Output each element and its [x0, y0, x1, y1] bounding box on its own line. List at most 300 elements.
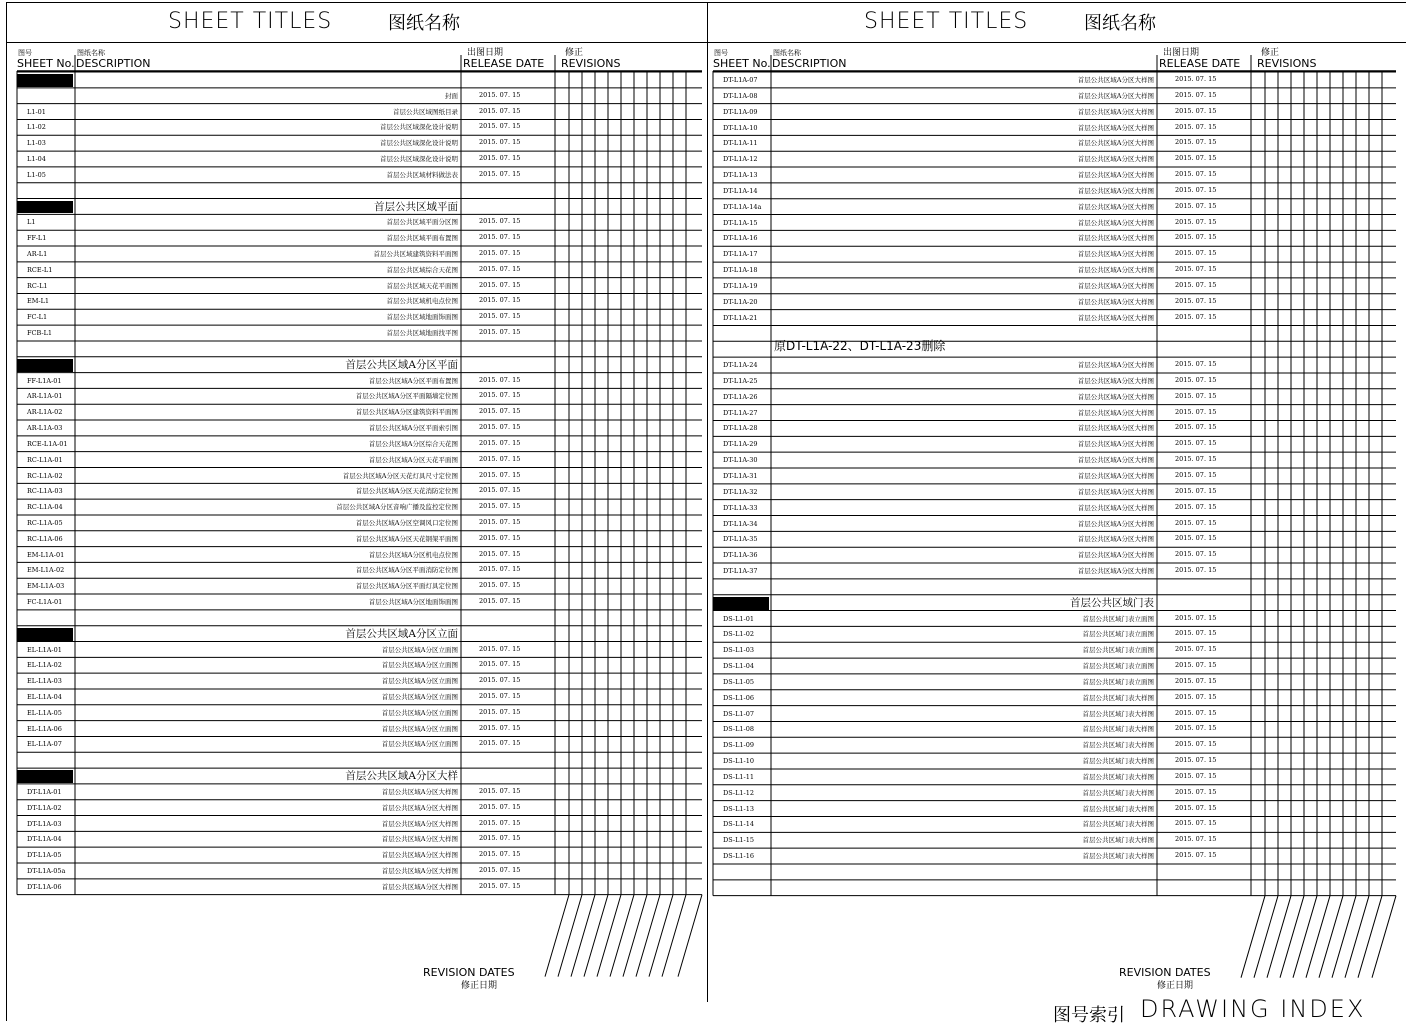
left-hdr-desc-en: DESCRIPTION: [76, 57, 151, 70]
sheet-description: 首层公共区域建筑资料平面图: [373, 250, 458, 259]
release-date: 2015. 07. 15: [1175, 391, 1217, 400]
sheet-number: DT-L1A-12: [723, 155, 758, 164]
sheet-description: 首层公共区域A分区大样图: [1077, 551, 1154, 560]
sheet-description: 首层公共区域A分区大样图: [1077, 218, 1154, 227]
sheet-description: 首层公共区域A分区大样图: [1077, 91, 1154, 100]
sheet-description: 首层公共区域A分区大样图: [381, 819, 458, 828]
left-revision-diagonal: [623, 895, 647, 977]
sheet-description: 首层公共区域门表大样图: [1082, 725, 1154, 734]
deletion-note: 原DT-L1A-22、DT-L1A-23删除: [774, 339, 946, 354]
release-date: 2015. 07. 15: [1175, 201, 1217, 210]
release-date: 2015. 07. 15: [1175, 375, 1217, 384]
sheet-number: DS-L1-15: [723, 836, 755, 845]
sheet-description: 首层公共区域A分区综合天花图: [368, 439, 458, 448]
sheet-description: 首层公共区域A分区大样图: [381, 851, 458, 860]
sheet-number: FC-L1: [27, 313, 48, 322]
sheet-number: DT-L1A-35: [723, 535, 758, 544]
release-date: 2015. 07. 15: [1175, 486, 1217, 495]
sheet-number: DT-L1A-24: [723, 361, 758, 370]
sheet-number: DS-L1-05: [723, 677, 755, 686]
left-footer-revision-dates-cn: 修正日期: [461, 981, 498, 991]
right-revision-diagonal: [1319, 896, 1343, 978]
release-date: 2015. 07. 15: [1175, 740, 1217, 749]
sheet-description: 首层公共区域A分区大样图: [1077, 472, 1154, 480]
right-revision-diagonal: [1372, 896, 1396, 978]
sheet-description: 首层公共区域A分区大样图: [1077, 456, 1154, 465]
release-date: 2015. 07. 15: [1175, 122, 1217, 131]
sheet-number: RC-L1A-06: [27, 534, 63, 543]
left-hdr-rev-en: REVISIONS: [561, 57, 621, 70]
sheet-number: EL-L1A-07: [27, 740, 62, 749]
sheet-number: DT-L1A-34: [723, 519, 758, 528]
release-date: 2015. 07. 15: [479, 280, 521, 289]
release-date: 2015. 07. 15: [1175, 518, 1217, 527]
release-date: 2015. 07. 15: [1175, 724, 1217, 733]
release-date: 2015. 07. 15: [479, 138, 521, 147]
release-date: 2015. 07. 15: [1175, 312, 1217, 321]
release-date: 2015. 07. 15: [1175, 550, 1217, 559]
release-date: 2015. 07. 15: [479, 391, 521, 400]
sheet-number: L1-02: [27, 123, 46, 132]
sheet-number: DT-L1A-02: [27, 803, 62, 812]
sheet-number: DT-L1A-36: [723, 551, 758, 560]
sheet-number: RC-L1A-04: [27, 503, 63, 512]
release-date: 2015. 07. 15: [1175, 249, 1217, 258]
sheet-description: 首层公共区域门表立面图: [1082, 677, 1154, 686]
release-date: 2015. 07. 15: [1175, 138, 1217, 147]
right-hdr-date-cn: 出图日期: [1163, 48, 1200, 58]
sheet-number: DT-L1A-29: [723, 440, 758, 449]
release-date: 2015. 07. 15: [479, 676, 521, 685]
sheet-description: 首层公共区域门表大样图: [1082, 693, 1154, 702]
release-date: 2015. 07. 15: [479, 90, 521, 99]
section-title: 首层公共区域门表: [1070, 596, 1154, 609]
release-date: 2015. 07. 15: [479, 312, 521, 321]
sheet-description: 首层公共区域平面分区图: [386, 218, 458, 227]
sheet-description: 首层公共区域A分区空调风口定位图: [355, 518, 458, 527]
left-revision-diagonal: [649, 895, 673, 977]
sheet-description: 首层公共区域A分区大样图: [1077, 202, 1154, 211]
sheet-description: 首层公共区域A分区立面图: [381, 708, 458, 717]
sheet-number: DS-L1-06: [723, 693, 755, 702]
section-title: 首层公共区域A分区大样: [345, 770, 458, 783]
sheet-number: DT-L1A-05a: [27, 867, 66, 875]
sheet-number: RCE-L1: [27, 265, 53, 274]
release-date: 2015. 07. 15: [1175, 803, 1217, 812]
sheet-number: FCB-L1: [27, 329, 53, 338]
sheet-number: DT-L1A-01: [27, 787, 62, 796]
sheet-description: 首层公共区域门表立面图: [1082, 630, 1154, 639]
sheet-description: 首层公共区域A分区大样图: [1077, 155, 1154, 164]
sheet-number: EL-L1A-04: [27, 692, 62, 701]
right-revision-diagonal: [1254, 896, 1278, 978]
sheet-description: 首层公共区域门表大样图: [1082, 772, 1154, 781]
right-hdr-desc-en: DESCRIPTION: [772, 57, 847, 70]
sheet-description: 封面: [445, 91, 458, 100]
release-date: 2015. 07. 15: [1175, 471, 1217, 479]
sheet-number: DT-L1A-13: [723, 171, 758, 180]
left-hdr-sheet-cn: 图号: [18, 49, 32, 57]
sheet-number: L1: [27, 218, 36, 227]
sheet-description: 首层公共区域A分区地面饰面图: [368, 598, 458, 607]
sheet-description: 首层公共区域A分区平面布置图: [368, 376, 458, 385]
sheet-number: DS-L1-03: [723, 646, 755, 655]
release-date: 2015. 07. 15: [479, 866, 521, 874]
release-date: 2015. 07. 15: [479, 581, 521, 590]
section-title: 首层公共区域A分区立面: [345, 627, 458, 640]
sheet-description: 首层公共区域A分区大样图: [1077, 361, 1154, 370]
sheet-description: 首层公共区域门表大样图: [1082, 836, 1154, 845]
sheet-description: 首层公共区域门表大样图: [1082, 757, 1154, 766]
sheet-number: DS-L1-12: [723, 788, 755, 797]
sheet-number: DT-L1A-18: [723, 266, 758, 275]
right-hdr-rev-cn: 修正: [1261, 48, 1280, 58]
release-date: 2015. 07. 15: [1175, 90, 1217, 99]
release-date: 2015. 07. 15: [479, 723, 521, 732]
sheet-description: 首层公共区域A分区大样图: [1077, 535, 1154, 544]
right-revision-diagonal: [1293, 896, 1317, 978]
release-date: 2015. 07. 15: [1175, 439, 1217, 448]
sheet-description: 首层公共区域A分区大样图: [1077, 234, 1154, 243]
sheet-description: 首层公共区域A分区立面图: [381, 740, 458, 749]
left-revision-diagonal: [571, 895, 595, 977]
right-revision-diagonal: [1280, 896, 1304, 978]
sheet-description: 首层公共区域深化设计说明: [380, 155, 458, 164]
sheet-number: DS-L1-02: [723, 630, 755, 639]
release-date: 2015. 07. 15: [479, 549, 521, 558]
sheet-description: 首层公共区域门表立面图: [1082, 646, 1154, 655]
right-title-en: SHEET TITLES: [864, 9, 1029, 34]
release-date: 2015. 07. 15: [479, 249, 521, 258]
release-date: 2015. 07. 15: [479, 217, 521, 226]
release-date: 2015. 07. 15: [479, 264, 521, 273]
sheet-number: DT-L1A-06: [27, 882, 62, 891]
sheet-number: RC-L1A-02: [27, 471, 63, 480]
sheet-number: DT-L1A-05: [27, 851, 62, 860]
sheet-description: 首层公共区域门表大样图: [1082, 820, 1154, 829]
sheet-number: DS-L1-09: [723, 741, 755, 750]
sheet-description: 首层公共区域门表大样图: [1082, 852, 1154, 861]
sheet-number: DT-L1A-14: [723, 186, 758, 195]
left-revision-diagonal: [610, 895, 634, 977]
left-revision-diagonal: [558, 895, 582, 977]
sheet-description: 首层公共区域A分区大样图: [381, 835, 458, 844]
release-date: 2015. 07. 15: [1175, 233, 1217, 242]
sheet-description: 首层公共区域A分区大样图: [381, 882, 458, 891]
sheet-description: 首层公共区域材料做法表: [386, 170, 458, 179]
sheet-description: 首层公共区域A分区大样图: [381, 787, 458, 796]
sheet-description: 首层公共区域A分区大样图: [1077, 519, 1154, 528]
left-hdr-date-en: RELEASE DATE: [463, 57, 545, 70]
sheet-number: DS-L1-14: [723, 820, 755, 829]
release-date: 2015. 07. 15: [479, 691, 521, 700]
sheet-description: 首层公共区域机电点位图: [386, 297, 458, 306]
release-date: 2015. 07. 15: [479, 106, 521, 115]
release-date: 2015. 07. 15: [1175, 296, 1217, 305]
sheet-description: 首层公共区域A分区大样图: [1077, 424, 1154, 433]
sheet-number: EL-L1A-02: [27, 661, 62, 670]
sheet-number: FC-L1A-01: [27, 598, 63, 607]
sheet-description: 首层公共区域A分区大样图: [1077, 392, 1154, 401]
sheet-description: 首层公共区域A分区平面灯具定位图: [355, 582, 458, 591]
right-revision-diagonal: [1267, 896, 1291, 978]
sheet-description: 首层公共区域A分区大样图: [381, 867, 458, 875]
sheet-description: 首层公共区域A分区机电点位图: [368, 550, 458, 559]
release-date: 2015. 07. 15: [479, 122, 521, 131]
sheet-number: DT-L1A-14a: [723, 202, 762, 211]
section-title: 首层公共区域A分区平面: [345, 358, 458, 371]
sheet-description: 首层公共区域A分区音响广播及监控定位图: [336, 503, 458, 512]
sheet-description: 首层公共区域A分区大样图: [1077, 123, 1154, 132]
sheet-description: 首层公共区域A分区大样图: [1077, 186, 1154, 195]
sheet-description: 首层公共区域A分区大样图: [1077, 376, 1154, 385]
sheet-description: 首层公共区域A分区大样图: [1077, 567, 1154, 576]
release-date: 2015. 07. 15: [479, 834, 521, 843]
release-date: 2015. 07. 15: [1175, 692, 1217, 701]
sheet-number: EL-L1A-01: [27, 645, 62, 654]
release-date: 2015. 07. 15: [1175, 407, 1217, 416]
right-revision-diagonal: [1358, 896, 1382, 978]
sheet-number: DT-L1A-09: [723, 107, 758, 116]
sheet-number: EM-L1A-03: [27, 582, 65, 591]
drawing-index-title-cn: 图号索引: [1053, 1005, 1125, 1026]
sheet-number: RCE-L1A-01: [27, 439, 68, 448]
sheet-number: EL-L1A-03: [27, 677, 62, 686]
sheet-number: DS-L1-01: [723, 614, 755, 623]
sheet-number: DT-L1A-27: [723, 408, 758, 417]
sheet-description: 首层公共区域深化设计说明: [380, 123, 458, 132]
release-date: 2015. 07. 15: [1175, 75, 1217, 83]
left-footer-revision-dates: REVISION DATES: [423, 966, 515, 979]
sheet-description: 首层公共区域A分区大样图: [1077, 281, 1154, 290]
sheet-description: 首层公共区域A分区天花灯具尺寸定位图: [342, 471, 458, 480]
right-title-cn: 图纸名称: [1084, 13, 1156, 34]
release-date: 2015. 07. 15: [479, 438, 521, 447]
release-date: 2015. 07. 15: [479, 707, 521, 716]
sheet-description: 首层公共区域A分区立面图: [381, 645, 458, 654]
release-date: 2015. 07. 15: [479, 802, 521, 811]
section-title: 首层公共区域平面: [374, 200, 458, 213]
left-revision-diagonal: [545, 895, 569, 977]
right-footer-revision-dates: REVISION DATES: [1119, 966, 1211, 979]
sheet-number: EL-L1A-05: [27, 708, 62, 717]
sheet-number: DS-L1-16: [723, 852, 755, 861]
sheet-number: RC-L1A-05: [27, 518, 63, 527]
release-date: 2015. 07. 15: [1175, 455, 1217, 464]
release-date: 2015. 07. 15: [1175, 661, 1217, 670]
sheet-number: RC-L1: [27, 281, 48, 290]
sheet-number: DT-L1A-33: [723, 503, 758, 512]
sheet-number: DT-L1A-32: [723, 487, 758, 496]
right-revision-diagonal: [1306, 896, 1330, 978]
release-date: 2015. 07. 15: [479, 233, 521, 242]
release-date: 2015. 07. 15: [479, 502, 521, 511]
left-revision-diagonal: [584, 895, 608, 977]
release-date: 2015. 07. 15: [479, 486, 521, 495]
sheet-description: 首层公共区域平面布置图: [386, 234, 458, 243]
sheet-number: DT-L1A-30: [723, 456, 758, 465]
sheet-number: FF-L1A-01: [27, 376, 62, 385]
release-date: 2015. 07. 15: [479, 565, 521, 574]
release-date: 2015. 07. 15: [479, 660, 521, 669]
sheet-number: AR-L1: [27, 250, 48, 259]
sheet-description: 首层公共区域A分区天花平面图: [368, 455, 458, 464]
sheet-description: 首层公共区域A分区天花钢架平面图: [355, 534, 458, 543]
release-date: 2015. 07. 15: [479, 470, 521, 479]
sheet-description: 首层公共区域门表大样图: [1082, 709, 1154, 718]
release-date: 2015. 07. 15: [1175, 170, 1217, 179]
sheet-number: DT-L1A-08: [723, 91, 758, 100]
right-hdr-sheet-en: SHEET No.: [713, 57, 771, 70]
release-date: 2015. 07. 15: [479, 644, 521, 653]
right-revision-diagonal: [1345, 896, 1369, 978]
sheet-description: 首层公共区域A分区大样图: [1077, 107, 1154, 116]
release-date: 2015. 07. 15: [479, 533, 521, 542]
sheet-number: DS-L1-04: [723, 662, 755, 671]
sheet-number: DT-L1A-19: [723, 281, 758, 290]
right-hdr-desc-cn: 图纸名称: [773, 49, 801, 57]
release-date: 2015. 07. 15: [1175, 185, 1217, 194]
sheet-description: 首层公共区域A分区大样图: [381, 803, 458, 812]
release-date: 2015. 07. 15: [479, 850, 521, 859]
sheet-description: 首层公共区域门表立面图: [1082, 614, 1154, 623]
left-hdr-date-cn: 出图日期: [467, 48, 504, 58]
release-date: 2015. 07. 15: [1175, 629, 1217, 638]
release-date: 2015. 07. 15: [1175, 566, 1217, 575]
sheet-description: 首层公共区域A分区立面图: [381, 661, 458, 670]
sheet-description: 首层公共区域门表大样图: [1082, 741, 1154, 750]
sheet-description: 首层公共区域A分区平面索引图: [368, 424, 458, 433]
release-date: 2015. 07. 15: [479, 454, 521, 463]
sheet-number: DT-L1A-37: [723, 567, 758, 576]
sheet-number: DT-L1A-15: [723, 218, 758, 227]
sheet-number: DT-L1A-31: [723, 472, 758, 480]
release-date: 2015. 07. 15: [479, 517, 521, 526]
release-date: 2015. 07. 15: [479, 818, 521, 827]
release-date: 2015. 07. 15: [479, 597, 521, 606]
sheet-number: EM-L1A-02: [27, 566, 65, 575]
sheet-number: AR-L1A-03: [27, 424, 63, 433]
sheet-number: L1-01: [27, 107, 46, 116]
sheet-description: 首层公共区域门表大样图: [1082, 804, 1154, 813]
sheet-description: 首层公共区域A分区大样图: [1077, 266, 1154, 275]
release-date: 2015. 07. 15: [479, 786, 521, 795]
sheet-description: 首层公共区域A分区大样图: [1077, 76, 1154, 84]
sheet-number: L1-03: [27, 139, 46, 148]
sheet-number: DS-L1-08: [723, 725, 755, 734]
sheet-description: 首层公共区域A分区大样图: [1077, 250, 1154, 259]
sheet-description: 首层公共区域A分区大样图: [1077, 139, 1154, 148]
sheet-number: DT-L1A-10: [723, 123, 758, 132]
sheet-description: 首层公共区域门表大样图: [1082, 788, 1154, 797]
sheet-number: RC-L1A-03: [27, 487, 63, 496]
sheet-description: 首层公共区域A分区立面图: [381, 677, 458, 686]
sheet-number: DS-L1-13: [723, 804, 755, 813]
left-revision-diagonal: [662, 895, 686, 977]
sheet-description: 首层公共区域A分区立面图: [381, 724, 458, 733]
release-date: 2015. 07. 15: [1175, 787, 1217, 796]
drawing-index-title-en: DRAWING INDEX: [1140, 995, 1366, 1023]
sheet-description: 首层公共区域门表立面图: [1082, 662, 1154, 671]
sheet-number: DT-L1A-21: [723, 313, 758, 322]
release-date: 2015. 07. 15: [1175, 280, 1217, 289]
sheet-description: 首层公共区域地面找平图: [386, 329, 458, 338]
sheet-description: 首层公共区域综合天花图: [386, 265, 458, 274]
release-date: 2015. 07. 15: [1175, 819, 1217, 828]
release-date: 2015. 07. 15: [479, 739, 521, 748]
left-revision-diagonal: [597, 895, 621, 977]
sheet-number: FF-L1: [27, 234, 47, 243]
release-date: 2015. 07. 15: [1175, 835, 1217, 844]
release-date: 2015. 07. 15: [479, 375, 521, 384]
sheet-description: 首层公共区域A分区天花消防定位图: [355, 487, 458, 496]
sheet-number: DT-L1A-11: [723, 139, 758, 148]
sheet-number: L1-04: [27, 155, 46, 164]
left-hdr-desc-cn: 图纸名称: [77, 49, 105, 57]
release-date: 2015. 07. 15: [1175, 613, 1217, 622]
sheet-number: DT-L1A-04: [27, 835, 62, 844]
release-date: 2015. 07. 15: [479, 296, 521, 305]
release-date: 2015. 07. 15: [479, 423, 521, 432]
sheet-number: DT-L1A-25: [723, 376, 758, 385]
left-title-cn: 图纸名称: [388, 13, 460, 34]
sheet-description: 首层公共区域地面饰面图: [386, 313, 458, 322]
sheet-description: 首层公共区域A分区立面图: [381, 692, 458, 701]
sheet-number: EM-L1: [27, 297, 50, 306]
sheet-number: DS-L1-10: [723, 757, 755, 766]
left-revision-diagonal: [678, 895, 702, 977]
sheet-description: 首层公共区域A分区大样图: [1077, 408, 1154, 417]
sheet-number: DS-L1-07: [723, 709, 755, 718]
release-date: 2015. 07. 15: [1175, 360, 1217, 369]
left-hdr-rev-cn: 修正: [565, 48, 584, 58]
sheet-number: AR-L1A-01: [27, 392, 63, 401]
right-hdr-rev-en: REVISIONS: [1257, 57, 1317, 70]
sheet-description: 首层公共区域图纸目录: [393, 107, 458, 116]
sheet-description: 首层公共区域A分区大样图: [1077, 487, 1154, 496]
sheet-number: DT-L1A-03: [27, 819, 62, 828]
sheet-number: EL-L1A-06: [27, 724, 62, 733]
sheet-description: 首层公共区域A分区大样图: [1077, 313, 1154, 322]
sheet-description: 首层公共区域A分区平面消防定位图: [355, 566, 458, 575]
sheet-description: 首层公共区域A分区大样图: [1077, 440, 1154, 449]
left-revision-diagonal: [636, 895, 660, 977]
release-date: 2015. 07. 15: [1175, 756, 1217, 765]
right-footer-revision-dates-cn: 修正日期: [1157, 981, 1194, 991]
sheet-description: 首层公共区域A分区建筑资料平面图: [355, 408, 458, 417]
release-date: 2015. 07. 15: [1175, 534, 1217, 543]
release-date: 2015. 07. 15: [1175, 676, 1217, 685]
sheet-description: 首层公共区域A分区平面隔墙定位图: [355, 392, 458, 401]
sheet-number: DS-L1-11: [723, 772, 755, 781]
left-hdr-sheet-en: SHEET No.: [17, 57, 75, 70]
release-date: 2015. 07. 15: [1175, 502, 1217, 511]
sheet-number: EM-L1A-01: [27, 550, 65, 559]
release-date: 2015. 07. 15: [1175, 645, 1217, 654]
sheet-number: AR-L1A-02: [27, 408, 63, 417]
release-date: 2015. 07. 15: [1175, 106, 1217, 115]
right-hdr-sheet-cn: 图号: [714, 49, 728, 57]
release-date: 2015. 07. 15: [1175, 708, 1217, 717]
release-date: 2015. 07. 15: [479, 154, 521, 163]
sheet-number: DT-L1A-28: [723, 424, 758, 433]
release-date: 2015. 07. 15: [1175, 154, 1217, 163]
sheet-description: 首层公共区域天花平面图: [386, 281, 458, 290]
release-date: 2015. 07. 15: [479, 881, 521, 890]
right-revision-diagonal: [1241, 896, 1265, 978]
left-title-en: SHEET TITLES: [168, 9, 333, 34]
release-date: 2015. 07. 15: [479, 169, 521, 178]
